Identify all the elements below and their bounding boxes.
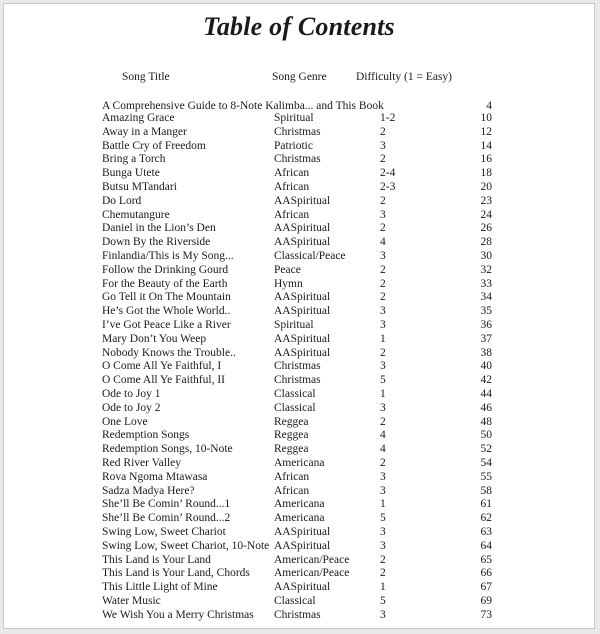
song-page: 40 [480, 360, 492, 373]
song-page: 37 [480, 332, 492, 345]
song-difficulty: 3 [380, 139, 386, 152]
song-title: Red River Valley [102, 456, 181, 469]
song-page: 16 [480, 153, 492, 166]
song-genre: Americana [274, 456, 325, 469]
song-difficulty: 3 [380, 360, 386, 373]
song-difficulty: 2 [380, 456, 386, 469]
song-page: 34 [480, 291, 492, 304]
song-genre: Patriotic [274, 139, 313, 152]
toc-row [4, 512, 594, 526]
song-title: Ode to Joy 1 [102, 387, 161, 400]
song-page: 12 [480, 125, 492, 138]
song-difficulty: 3 [380, 208, 386, 221]
song-page: 58 [480, 484, 492, 497]
toc-row [4, 195, 594, 209]
song-page: 64 [480, 539, 492, 552]
song-genre: Reggea [274, 429, 309, 442]
song-difficulty: 4 [380, 429, 386, 442]
song-page: 42 [480, 374, 492, 387]
toc-row [4, 443, 594, 457]
song-genre: Spiritual [274, 318, 314, 331]
song-title: Finlandia/This is My Song... [102, 249, 234, 262]
song-title: This Land is Your Land, Chords [102, 567, 250, 580]
toc-row [4, 319, 594, 333]
song-page: 48 [480, 415, 492, 428]
toc-row [4, 567, 594, 581]
song-genre: American/Peace [274, 553, 350, 566]
song-difficulty: 5 [380, 374, 386, 387]
song-difficulty: 2 [380, 346, 386, 359]
song-difficulty: 5 [380, 594, 386, 607]
song-genre: African [274, 180, 310, 193]
toc-row [4, 416, 594, 430]
song-genre: Americana [274, 512, 325, 525]
toc-row [4, 222, 594, 236]
song-genre: AASpiritual [274, 194, 331, 207]
toc-row [4, 526, 594, 540]
song-title: Nobody Knows the Trouble.. [102, 346, 236, 359]
header-difficulty: Difficulty (1 = Easy) [356, 71, 453, 83]
song-title: Down By the Riverside [102, 236, 211, 249]
song-title: This Land is Your Land [102, 553, 211, 566]
song-page: 69 [480, 594, 492, 607]
song-genre: AASpiritual [274, 539, 331, 552]
toc-row [4, 264, 594, 278]
song-difficulty: 5 [380, 512, 386, 525]
toc-row [4, 347, 594, 361]
song-difficulty: 2 [380, 291, 386, 304]
song-genre: Classical [274, 401, 316, 414]
song-genre: AASpiritual [274, 346, 331, 359]
song-page: 54 [480, 456, 492, 469]
song-genre: AASpiritual [274, 222, 331, 235]
toc-row [4, 181, 594, 195]
song-page: 30 [480, 249, 492, 262]
song-page: 65 [480, 553, 492, 566]
song-difficulty: 2-4 [380, 167, 396, 180]
song-genre: AASpiritual [274, 291, 331, 304]
toc-row [4, 167, 594, 181]
song-page: 20 [480, 180, 492, 193]
song-difficulty: 1 [380, 498, 386, 511]
toc-row [4, 236, 594, 250]
song-genre: African [274, 167, 310, 180]
toc-row [4, 471, 594, 485]
song-title: Chemutangure [102, 208, 170, 221]
song-title: Ode to Joy 2 [102, 401, 161, 414]
song-title: Amazing Grace [102, 112, 175, 124]
toc-row [4, 360, 594, 374]
song-title: For the Beauty of the Earth [102, 277, 228, 290]
song-genre: Americana [274, 498, 325, 511]
song-difficulty: 3 [380, 539, 386, 552]
song-title: This Little Light of Mine [102, 581, 218, 594]
song-title: Battle Cry of Freedom [102, 139, 206, 152]
song-page: 66 [480, 567, 492, 580]
song-genre: Christmas [274, 125, 321, 138]
song-difficulty: 4 [380, 443, 386, 456]
song-genre: Classical [274, 387, 316, 400]
song-page: 73 [480, 608, 492, 621]
song-title: Swing Low, Sweet Chariot, 10-Note [102, 539, 270, 552]
toc-row [4, 609, 594, 623]
toc-row [4, 554, 594, 568]
toc-row [4, 305, 594, 319]
header-song-genre: Song Genre [272, 71, 327, 83]
song-page: 32 [480, 263, 492, 276]
toc-row [4, 140, 594, 154]
song-page: 67 [480, 581, 492, 594]
song-difficulty: 3 [380, 401, 386, 414]
toc-row [4, 209, 594, 223]
toc-list [4, 112, 594, 622]
toc-row [4, 388, 594, 402]
song-difficulty: 3 [380, 484, 386, 497]
song-genre: Reggea [274, 415, 309, 428]
toc-row [4, 112, 594, 126]
song-page: 55 [480, 470, 492, 483]
song-genre: Christmas [274, 360, 321, 373]
song-page: 26 [480, 222, 492, 235]
toc-row [4, 291, 594, 305]
song-page: 44 [480, 387, 492, 400]
song-title: She’ll Be Comin’ Round...2 [102, 512, 231, 525]
toc-row [4, 333, 594, 347]
song-difficulty: 4 [380, 236, 386, 249]
song-title: Swing Low, Sweet Chariot [102, 525, 226, 538]
intro-page: 4 [486, 100, 492, 112]
toc-row [4, 429, 594, 443]
header-song-title: Song Title [122, 71, 170, 83]
song-page: 10 [480, 112, 492, 124]
song-page: 62 [480, 512, 492, 525]
song-difficulty: 3 [380, 470, 386, 483]
toc-row [4, 581, 594, 595]
toc-row [4, 374, 594, 388]
song-title: Redemption Songs, 10-Note [102, 443, 233, 456]
song-difficulty: 1-2 [380, 112, 396, 124]
toc-row [4, 250, 594, 264]
toc-row [4, 153, 594, 167]
song-genre: Hymn [274, 277, 303, 290]
song-title: Follow the Drinking Gourd [102, 263, 229, 276]
song-page: 18 [480, 167, 492, 180]
song-title: I’ve Got Peace Like a River [102, 318, 231, 331]
song-title: Bunga Utete [102, 167, 160, 180]
toc-row [4, 402, 594, 416]
song-genre: Classical [274, 594, 316, 607]
song-genre: Spiritual [274, 112, 314, 124]
song-page: 14 [480, 139, 492, 152]
song-title: Daniel in the Lion’s Den [102, 222, 216, 235]
song-genre: Christmas [274, 153, 321, 166]
toc-row [4, 540, 594, 554]
song-difficulty: 1 [380, 387, 386, 400]
song-page: 23 [480, 194, 492, 207]
song-page: 38 [480, 346, 492, 359]
song-genre: AASpiritual [274, 305, 331, 318]
song-page: 36 [480, 318, 492, 331]
song-title: Mary Don’t You Weep [102, 332, 207, 345]
song-title: He’s Got the Whole World.. [102, 305, 231, 318]
song-difficulty: 3 [380, 318, 386, 331]
song-difficulty: 2 [380, 153, 386, 166]
song-page: 24 [480, 208, 492, 221]
song-difficulty: 2 [380, 263, 386, 276]
song-difficulty: 3 [380, 608, 386, 621]
song-difficulty: 2 [380, 553, 386, 566]
song-genre: AASpiritual [274, 581, 331, 594]
song-title: O Come All Ye Faithful, II [102, 374, 225, 387]
song-page: 28 [480, 236, 492, 249]
song-page: 46 [480, 401, 492, 414]
song-page: 63 [480, 525, 492, 538]
song-genre: Reggea [274, 443, 309, 456]
toc-row [4, 498, 594, 512]
intro-title: A Comprehensive Guide to 8-Note Kalimba... and This Book [102, 100, 384, 112]
song-page: 33 [480, 277, 492, 290]
song-difficulty: 3 [380, 249, 386, 262]
song-page: 61 [480, 498, 492, 511]
song-genre: African [274, 470, 310, 483]
song-title: Rova Ngoma Mtawasa [102, 470, 208, 483]
song-genre: AASpiritual [274, 236, 331, 249]
song-title: Water Music [102, 594, 161, 607]
toc-row [4, 457, 594, 471]
song-difficulty: 2-3 [380, 180, 396, 193]
song-difficulty: 2 [380, 415, 386, 428]
song-title: O Come All Ye Faithful, I [102, 360, 222, 373]
song-page: 52 [480, 443, 492, 456]
song-genre: Classical/Peace [274, 249, 346, 262]
song-title: Bring a Torch [102, 153, 166, 166]
song-title: She’ll Be Comin’ Round...1 [102, 498, 231, 511]
song-genre: AASpiritual [274, 332, 331, 345]
song-title: Away in a Manger [102, 125, 187, 138]
toc-row [4, 485, 594, 499]
song-title: Redemption Songs [102, 429, 190, 442]
song-genre: Christmas [274, 374, 321, 387]
song-difficulty: 1 [380, 332, 386, 345]
toc-row [4, 126, 594, 140]
song-title: Butsu MTandari [102, 180, 177, 193]
song-genre: AASpiritual [274, 525, 331, 538]
song-title: Do Lord [102, 194, 142, 207]
song-genre: American/Peace [274, 567, 350, 580]
song-difficulty: 2 [380, 194, 386, 207]
song-difficulty: 2 [380, 125, 386, 138]
song-genre: African [274, 484, 310, 497]
song-page: 50 [480, 429, 492, 442]
document-page [3, 3, 595, 629]
song-title: One Love [102, 415, 148, 428]
song-title: We Wish You a Merry Christmas [102, 608, 254, 621]
song-difficulty: 3 [380, 305, 386, 318]
song-difficulty: 2 [380, 277, 386, 290]
song-page: 35 [480, 305, 492, 318]
song-genre: Christmas [274, 608, 321, 621]
song-genre: Peace [274, 263, 301, 276]
song-difficulty: 2 [380, 567, 386, 580]
toc-row [4, 278, 594, 292]
page-title: Table of Contents [203, 12, 395, 41]
song-difficulty: 1 [380, 581, 386, 594]
column-headers [4, 71, 594, 85]
toc-row [4, 595, 594, 609]
song-genre: African [274, 208, 310, 221]
song-title: Sadza Madya Here? [102, 484, 195, 497]
song-title: Go Tell it On The Mountain [102, 291, 231, 304]
song-difficulty: 3 [380, 525, 386, 538]
song-difficulty: 2 [380, 222, 386, 235]
